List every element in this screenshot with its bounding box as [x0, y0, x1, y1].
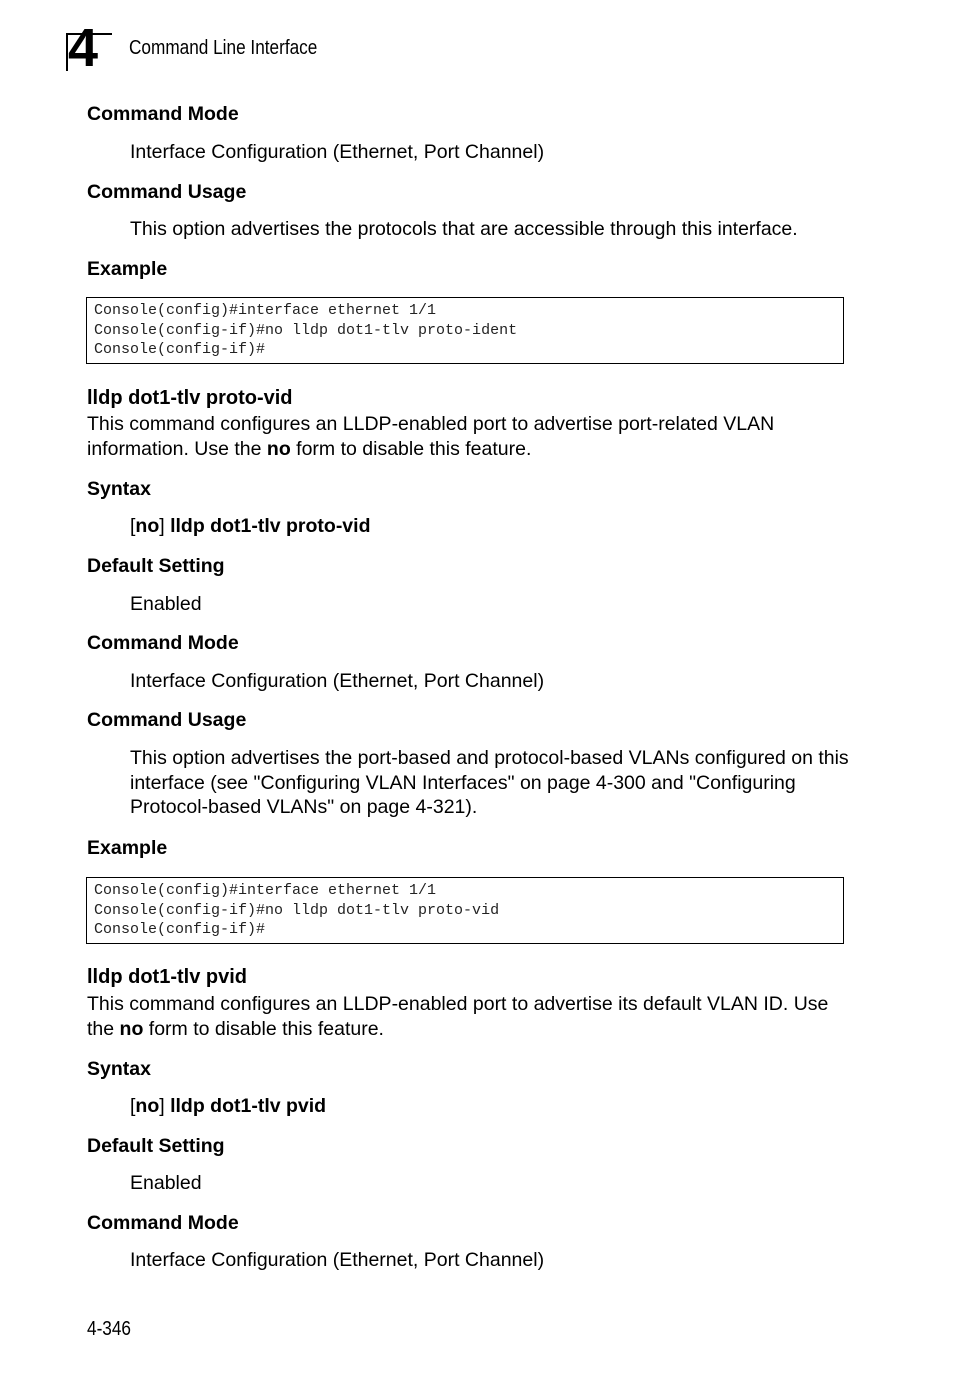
- running-header-title: Command Line Interface: [129, 37, 318, 59]
- code-line: Console(config)#interface ethernet 1/1: [94, 882, 437, 899]
- command-mode-value: Interface Configuration (Ethernet, Port Channel): [130, 141, 545, 163]
- code-line: Console(config-if)#: [94, 921, 266, 938]
- command-usage-heading: Command Usage: [87, 709, 247, 731]
- command-mode-heading: Command Mode: [87, 1212, 239, 1234]
- command-usage-heading: Command Usage: [87, 181, 247, 203]
- command-mode-value: Interface Configuration (Ethernet, Port Channel): [130, 670, 545, 692]
- code-line: Console(config)#interface ethernet 1/1: [94, 302, 437, 319]
- example-heading: Example: [87, 258, 168, 280]
- chapter-number: 4: [68, 18, 97, 78]
- code-example-box: [86, 297, 844, 364]
- command-usage-text: This option advertises the port-based and protocol-based VLANs configured on this interface (see "Configuring VLAN Interfaces" on page 4-300 and "Configuring Protocol-based VLANs" on page 4-321).: [130, 747, 849, 818]
- default-setting-heading: Default Setting: [87, 555, 225, 577]
- command-title: lldp dot1-tlv pvid: [87, 966, 247, 988]
- command-mode-heading: Command Mode: [87, 103, 239, 125]
- command-usage-text: This option advertises the protocols that are accessible through this interface.: [130, 218, 798, 240]
- syntax-line: [no] lldp dot1-tlv proto-vid: [130, 515, 371, 537]
- default-setting-value: Enabled: [130, 593, 202, 615]
- page-number: 4-346: [87, 1318, 131, 1340]
- command-mode-heading: Command Mode: [87, 632, 239, 654]
- syntax-line: [no] lldp dot1-tlv pvid: [130, 1095, 327, 1117]
- code-line: Console(config-if)#: [94, 341, 266, 358]
- default-setting-value: Enabled: [130, 1172, 202, 1194]
- command-mode-value: Interface Configuration (Ethernet, Port Channel): [130, 1249, 545, 1271]
- command-description: This command configures an LLDP-enabled port to advertise its default VLAN ID. Use the no form to disable this feature.: [87, 993, 829, 1040]
- example-heading: Example: [87, 837, 168, 859]
- syntax-heading: Syntax: [87, 1058, 151, 1080]
- syntax-heading: Syntax: [87, 478, 151, 500]
- code-example-box: [86, 877, 844, 944]
- default-setting-heading: Default Setting: [87, 1135, 225, 1157]
- code-line: Console(config-if)#no lldp dot1-tlv proto-vid: [94, 901, 500, 919]
- command-title: lldp dot1-tlv proto-vid: [87, 387, 293, 409]
- command-description: This command configures an LLDP-enabled port to advertise port-related VLAN information. Use the no form to disable this feature.: [87, 413, 775, 460]
- code-line: Console(config-if)#no lldp dot1-tlv proto-ident: [94, 321, 518, 339]
